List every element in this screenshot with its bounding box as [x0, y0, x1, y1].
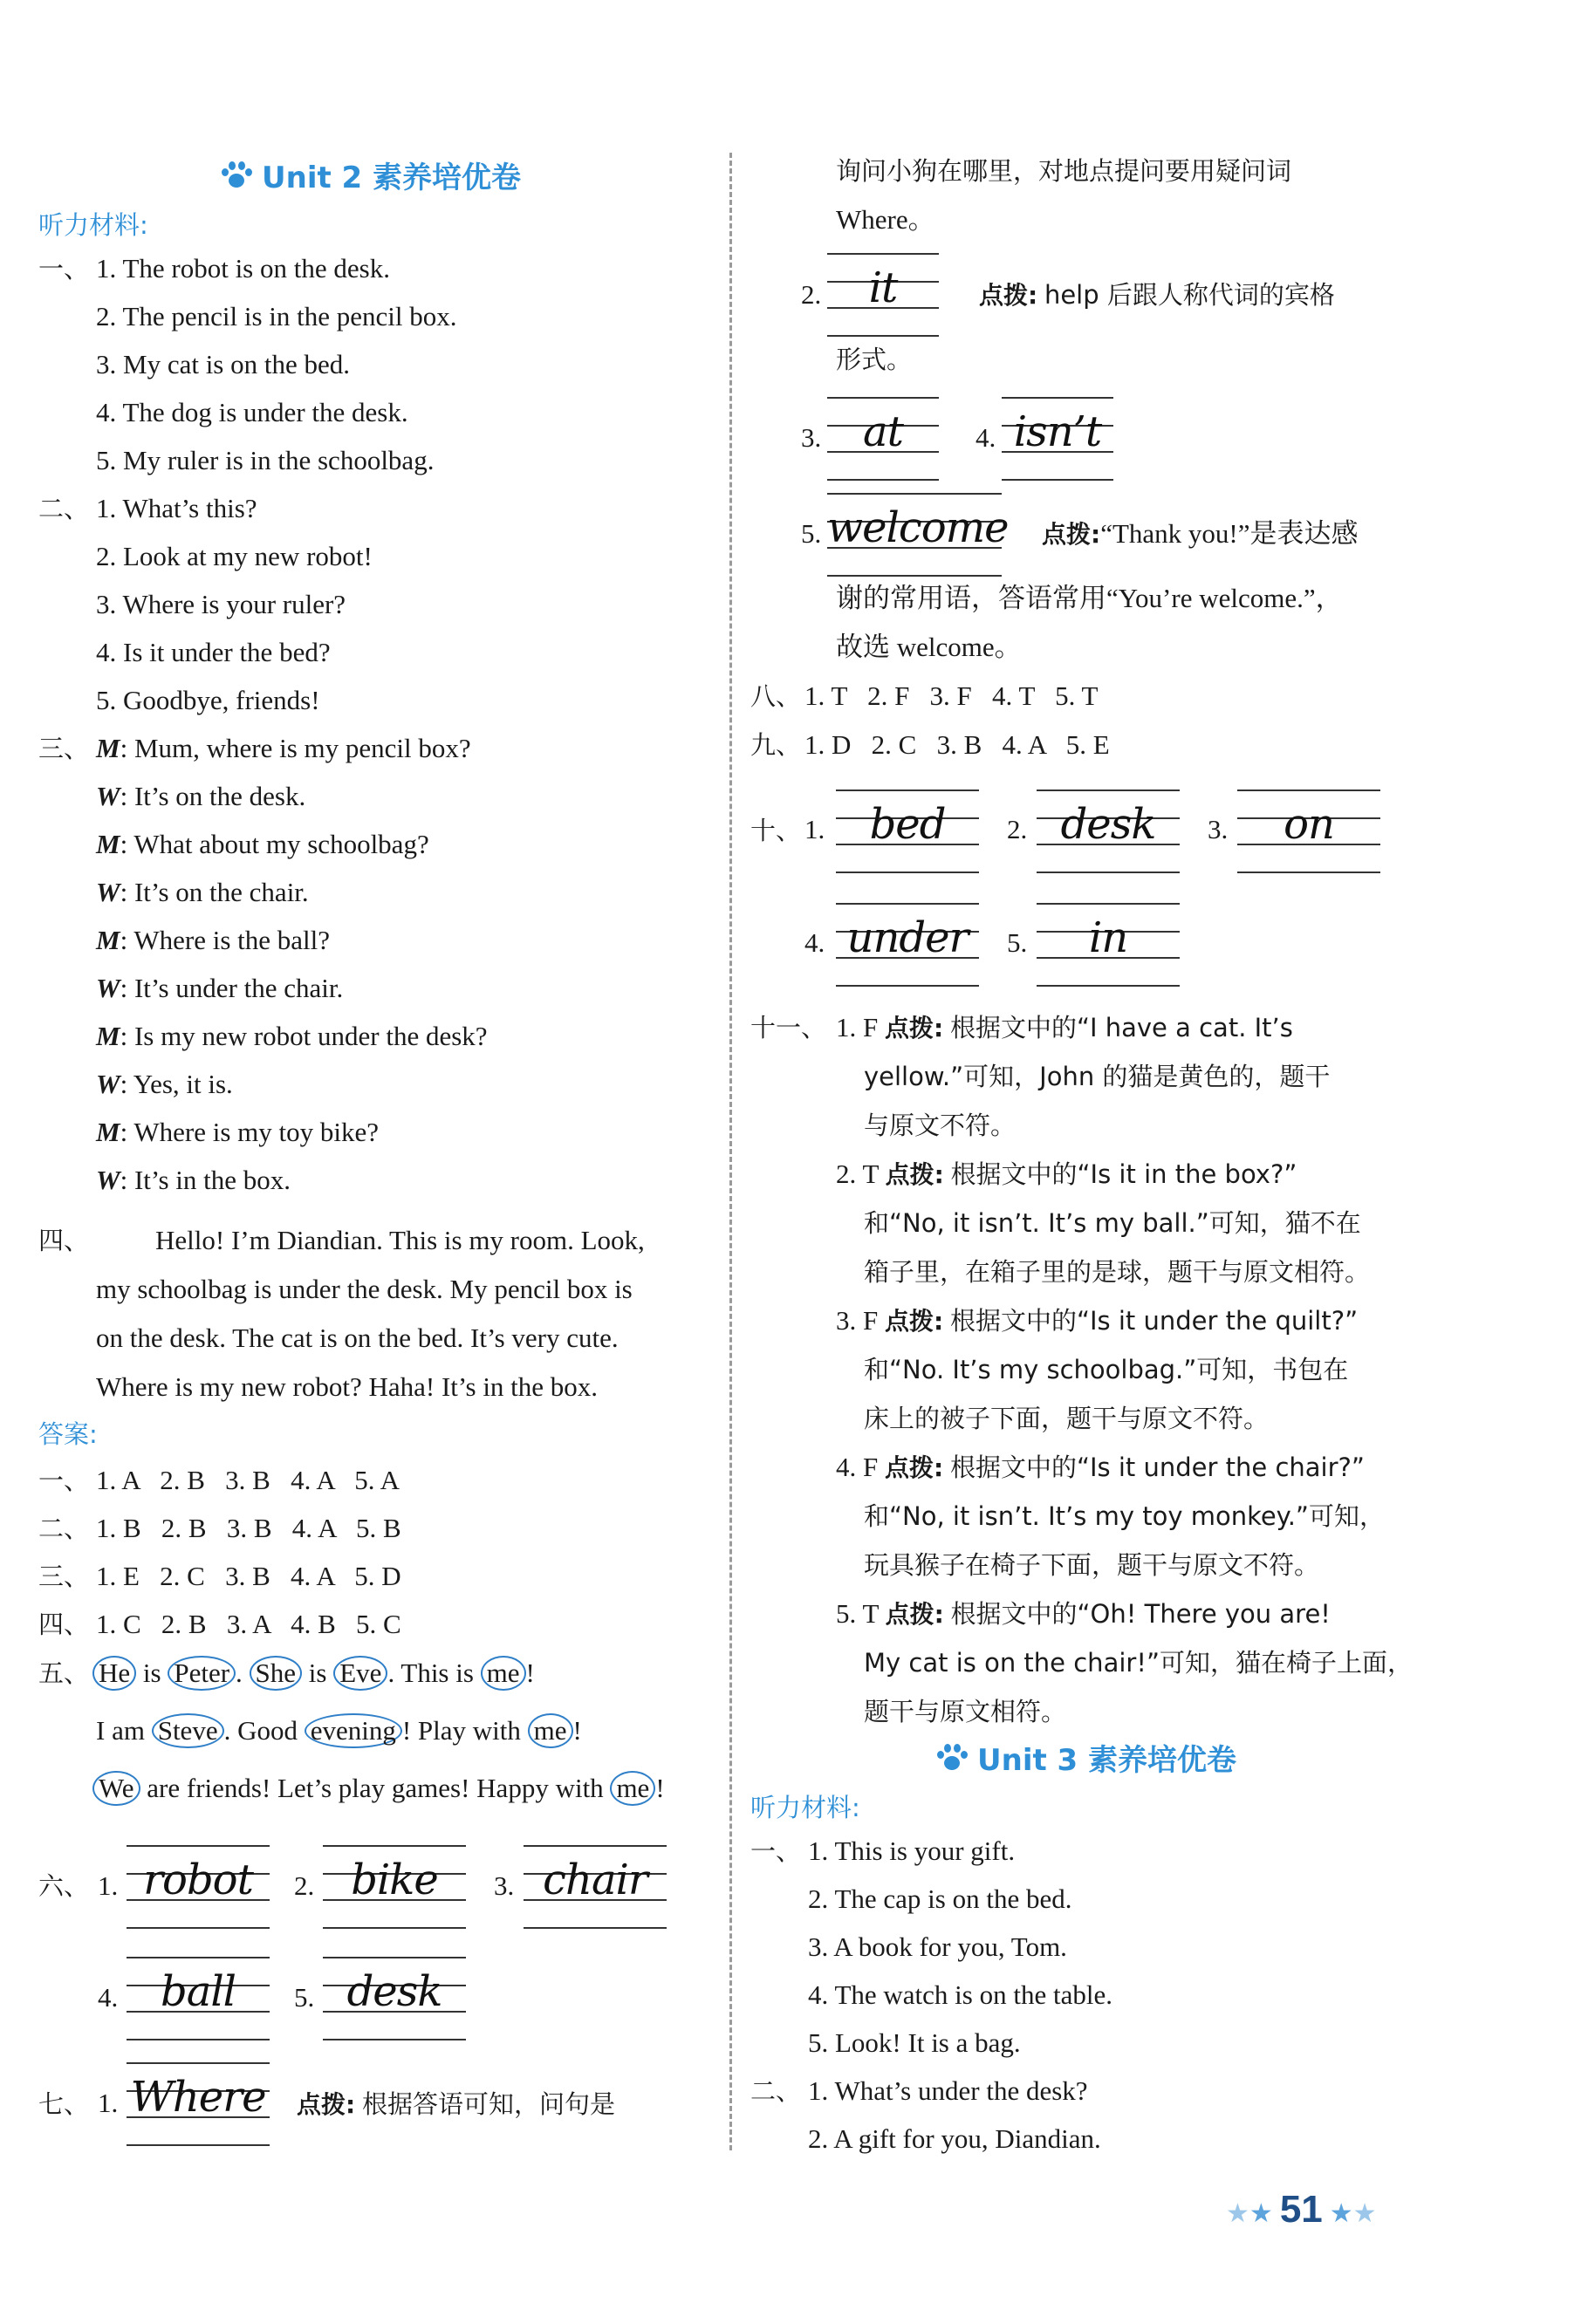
handwritten-answer: isn’t	[1002, 397, 1113, 481]
item-number: 4.	[98, 1982, 119, 2013]
answer-tip: 3. F 点拨: 根据文中的“Is it under the quilt?”	[836, 1305, 1359, 1336]
text-line: My cat is on the chair!”可知，猫在椅子上面，	[864, 1648, 1413, 1678]
passage-line: Hello! I’m Diandian. This is my room. Look,	[155, 1225, 645, 1255]
dialog-line: W: It’s on the chair.	[96, 877, 309, 907]
answer-tip: 2. T 点拨: 根据文中的“Is it in the box?”	[836, 1159, 1297, 1189]
list-item: 1. The robot is on the desk.	[96, 253, 390, 284]
section-num: 十、	[750, 816, 802, 845]
section-num: 四、	[38, 1226, 90, 1255]
text-line: 与原文不符。	[864, 1111, 1017, 1140]
section-num: 三、	[38, 734, 90, 763]
star-icon: ★	[1249, 2199, 1273, 2228]
circled-word: me	[481, 1656, 526, 1691]
circled-word: me	[610, 1771, 655, 1806]
answer-tip: 1. F 点拨: 根据文中的“I have a cat. It’s	[836, 1012, 1293, 1042]
handwritten-answer: bed	[836, 789, 979, 873]
page-number-footer	[1226, 2188, 1377, 2232]
list-item: 3. My cat is on the bed.	[96, 349, 351, 379]
item-number: 2.	[294, 1870, 315, 1901]
list-item: 2. The pencil is in the pencil box.	[96, 301, 457, 332]
tip-line: 点拨: 根据答语可知，问句是	[297, 2089, 615, 2119]
text-line: 询问小狗在哪里，对地点提问要用疑问词	[836, 156, 1292, 186]
item-number: 1.	[804, 814, 825, 844]
circled-word: Eve	[333, 1656, 387, 1691]
unit2-title: Unit 2 素养培优卷	[220, 154, 521, 196]
section-num: 三、	[38, 1562, 90, 1591]
section-num: 六、	[38, 1871, 90, 1901]
star-icon: ★	[1329, 2199, 1353, 2228]
tip-line: 点拨:“Thank you!”是表达感	[1042, 518, 1359, 549]
paw-icon	[220, 161, 253, 191]
item-number: 2.	[801, 279, 822, 310]
list-item: 4. The dog is under the desk.	[96, 397, 408, 427]
handwritten-answer: under	[836, 903, 979, 987]
handwritten-answer: robot	[127, 1845, 270, 1929]
circled-word: evening	[305, 1713, 402, 1748]
list-item: 1. This is your gift.	[808, 1835, 1016, 1866]
text-line: 床上的被子下面，题干与原文不符。	[864, 1404, 1270, 1433]
dialog-line: W: Yes, it is.	[96, 1069, 233, 1099]
section-num: 五、	[38, 1658, 90, 1688]
answers-label: 答案:	[38, 1419, 98, 1449]
item-number: 4.	[804, 927, 825, 958]
handwritten-answer: bike	[323, 1845, 466, 1929]
tip-line: 点拨: help 后跟人称代词的宾格	[979, 280, 1335, 310]
list-item: 5. My ruler is in the schoolbag.	[96, 445, 435, 475]
handwritten-answer: on	[1237, 789, 1380, 873]
item-number: 5.	[801, 518, 822, 549]
list-item: 1. What’s this?	[96, 493, 257, 523]
section-num: 一、	[38, 254, 90, 284]
passage-line: on the desk. The cat is on the bed. It’s very cute.	[96, 1323, 619, 1353]
list-item: 4. Is it under the bed?	[96, 637, 331, 667]
answer-row: 1. C 2. B 3. A 4. B 5. C	[96, 1609, 401, 1639]
section-num: 二、	[38, 1514, 90, 1543]
dialog-line: W: It’s in the box.	[96, 1165, 291, 1195]
answer-tip: 5. T 点拨: 根据文中的“Oh! There you are!	[836, 1598, 1331, 1629]
list-item: 2. Look at my new robot!	[96, 541, 373, 571]
dialog-line: W: It’s on the desk.	[96, 781, 306, 811]
list-item: 3. A book for you, Tom.	[808, 1931, 1067, 1962]
item-number: 2.	[1007, 814, 1028, 844]
circled-word: Peter	[168, 1656, 236, 1691]
answer-row: 1. B 2. B 3. B 4. A 5. B	[96, 1513, 401, 1543]
handwritten-answer: welcome	[827, 493, 1002, 577]
section-num: 四、	[38, 1610, 90, 1639]
item-number: 3.	[801, 422, 822, 453]
answer-row: 1. T 2. F 3. F 4. T 5. T	[804, 680, 1099, 711]
column-divider	[729, 153, 732, 2150]
text-line: 和“No, it isn’t. It’s my toy monkey.”可知，	[864, 1501, 1385, 1531]
text-line: Where。	[836, 204, 935, 235]
answer-row: 1. E 2. C 3. B 4. A 5. D	[96, 1561, 401, 1591]
item-number: 1.	[98, 2088, 119, 2118]
dialog-line: M: What about my schoolbag?	[96, 829, 429, 859]
page-number: 51	[1279, 2188, 1323, 2231]
section-num: 二、	[38, 494, 90, 523]
section-num: 一、	[38, 1466, 90, 1495]
section-num: 九、	[750, 730, 802, 760]
text-line: 箱子里，在箱子里的是球，题干与原文相符。	[864, 1257, 1371, 1287]
item-number: 1.	[98, 1870, 119, 1901]
text-line: 形式。	[836, 345, 913, 374]
dialog-line: M: Mum, where is my pencil box?	[96, 733, 471, 763]
list-item: 5. Goodbye, friends!	[96, 685, 320, 715]
handwritten-answer: desk	[1037, 789, 1180, 873]
item-number: 5.	[1007, 927, 1028, 958]
section-num: 十一、	[750, 1013, 827, 1042]
handwritten-answer: ball	[127, 1957, 270, 2040]
text-line: 和“No, it isn’t. It’s my ball.”可知，猫不在	[864, 1208, 1361, 1238]
text-line: 故选 welcome。	[836, 632, 1022, 662]
star-icon: ★	[1226, 2199, 1249, 2228]
circled-word: He	[92, 1656, 136, 1691]
list-item: 2. A gift for you, Diandian.	[808, 2123, 1101, 2154]
list-item: 4. The watch is on the table.	[808, 1979, 1112, 2010]
handwritten-answer: at	[827, 397, 939, 481]
circled-word: She	[250, 1656, 303, 1691]
dialog-line: M: Where is the ball?	[96, 925, 331, 955]
text-line: 题干与原文相符。	[864, 1697, 1067, 1726]
circled-sentence: We are friends! Let’s play games! Happy with me !	[92, 1769, 665, 1808]
dialog-line: M: Is my new robot under the desk?	[96, 1021, 488, 1051]
section-num: 七、	[38, 2089, 90, 2119]
handwritten-answer: it	[827, 253, 939, 337]
answer-row: 1. D 2. C 3. B 4. A 5. E	[804, 729, 1110, 760]
handwritten-answer: in	[1037, 903, 1180, 987]
listening-label: 听力材料:	[38, 210, 148, 240]
section-num: 一、	[750, 1836, 802, 1866]
circled-sentence: He is Peter . She is Eve . This is me !	[92, 1654, 535, 1692]
answer-tip: 4. F 点拨: 根据文中的“Is it under the chair?”	[836, 1452, 1365, 1482]
text-line: 谢的常用语，答语常用“You’re welcome.”，	[836, 583, 1343, 613]
text-line: 和“No. It’s my schoolbag.”可知，书包在	[864, 1355, 1349, 1384]
handwritten-answer: chair	[524, 1845, 667, 1929]
dialog-line: M: Where is my toy bike?	[96, 1117, 380, 1147]
list-item: 2. The cap is on the bed.	[808, 1883, 1072, 1914]
answer-row: 1. A 2. B 3. B 4. A 5. A	[96, 1465, 400, 1495]
circled-word: me	[528, 1713, 573, 1748]
passage-line: my schoolbag is under the desk. My pencil box is	[96, 1274, 633, 1304]
item-number: 5.	[294, 1982, 315, 2013]
list-item: 5. Look! It is a bag.	[808, 2027, 1021, 2058]
text-line: 玩具猴子在椅子下面，题干与原文不符。	[864, 1550, 1320, 1580]
circled-sentence: I am Steve . Good evening ! Play with me !	[96, 1712, 582, 1750]
item-number: 3.	[1208, 814, 1229, 844]
circled-word: Steve	[152, 1713, 224, 1748]
unit3-title: Unit 3 素养培优卷	[935, 1736, 1236, 1779]
item-number: 4.	[975, 422, 996, 453]
dialog-line: W: It’s under the chair.	[96, 973, 344, 1003]
item-number: 3.	[494, 1870, 515, 1901]
listening-label: 听力材料:	[750, 1793, 860, 1822]
section-num: 二、	[750, 2076, 802, 2106]
list-item: 3. Where is your ruler?	[96, 589, 346, 619]
star-icon: ★	[1352, 2199, 1377, 2228]
section-num: 八、	[750, 681, 802, 711]
paw-icon	[935, 1744, 969, 1774]
handwritten-answer: desk	[323, 1957, 466, 2040]
passage-line: Where is my new robot? Haha! It’s in the box.	[96, 1371, 599, 1402]
list-item: 1. What’s under the desk?	[808, 2075, 1088, 2106]
circled-word: We	[92, 1771, 140, 1806]
text-line: yellow.”可知，John 的猫是黄色的，题干	[864, 1062, 1331, 1091]
handwritten-answer: Where	[127, 2062, 270, 2146]
